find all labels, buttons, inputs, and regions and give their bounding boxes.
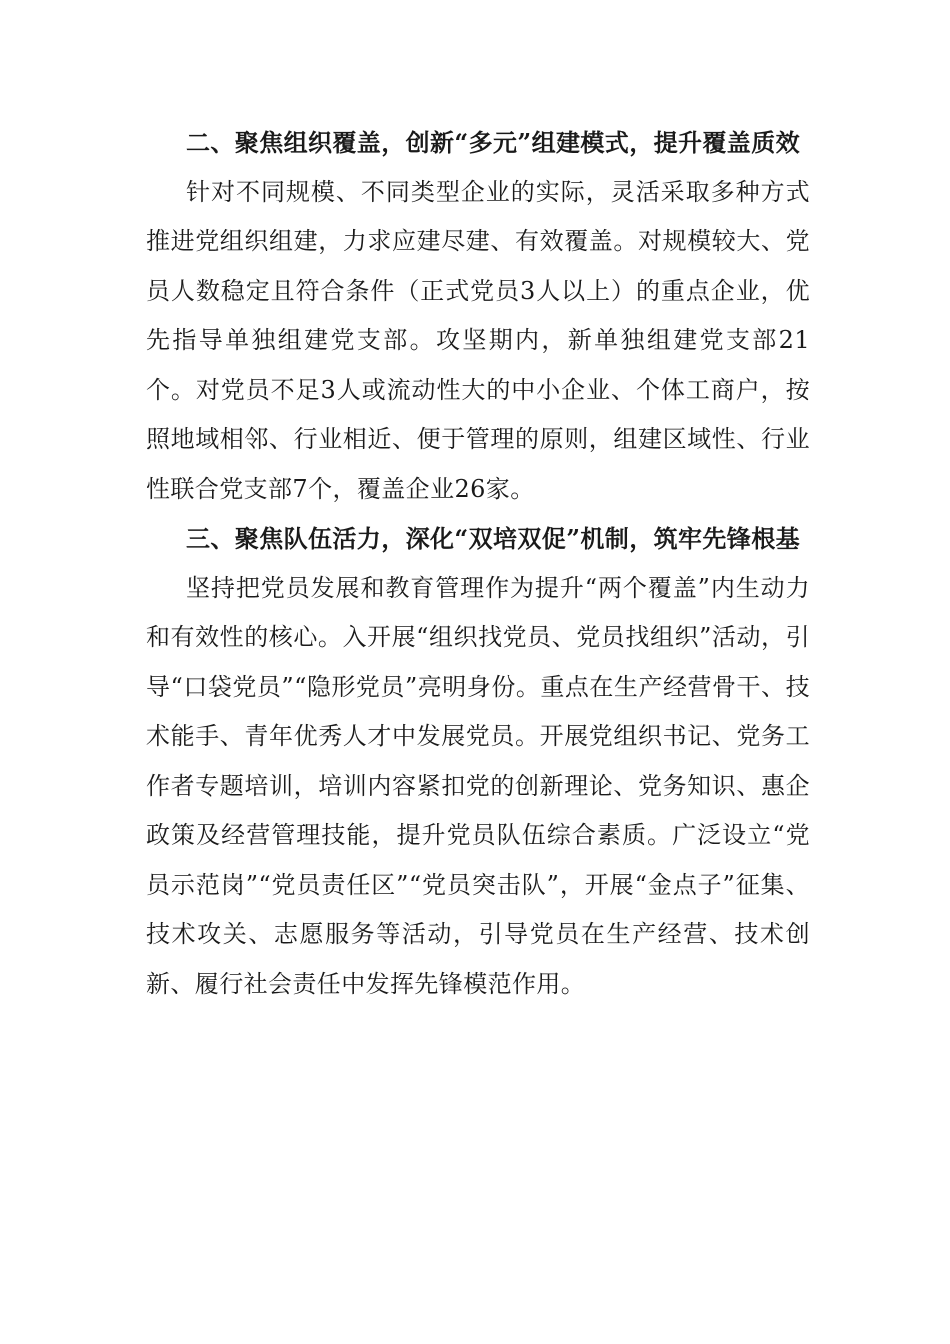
document-page <box>146 118 810 1009</box>
section-3 <box>146 514 810 1009</box>
section-body: 坚持把党员发展和教育管理作为提升“两个覆盖”内生动力和有效性的核心。入开展“组织找党员、党员找组织”活动，引导“口袋党员”“隐形党员”亮明身份。重点在生产经营骨干、技术能手、青年优秀人才中发展党员。开展党组织书记、党务工作者专题培训，培训内容紧扣党的创新理论、党务知识、惠企政策及经营管理技能，提升党员队伍综合素质。广泛设立“党员示范岗”“党员责任区”“党员突击队”，开展“金点子”征集、技术攻关、志愿服务等活动，引导党员在生产经营、技术创新、履行社会责任中发挥先锋模范作用。 <box>146 573 810 998</box>
section-2 <box>146 118 810 514</box>
section-body: 针对不同规模、不同类型企业的实际，灵活采取多种方式推进党组织组建，力求应建尽建、有效覆盖。对规模较大、党员人数稳定且符合条件（正式党员3人以上）的重点企业，优先指导单独组建党支部。攻坚期内，新单独组建党支部21个。对党员不足3人或流动性大的中小企业、个体工商户，按照地域相邻、行业相近、便于管理的原则，组建区域性、行业性联合党支部7个，覆盖企业26家。 <box>146 177 810 503</box>
section-heading: 二、聚焦组织覆盖，创新“多元”组建模式，提升覆盖质效 <box>186 128 801 157</box>
section-heading: 三、聚焦队伍活力，深化“双培双促”机制，筑牢先锋根基 <box>186 524 801 553</box>
